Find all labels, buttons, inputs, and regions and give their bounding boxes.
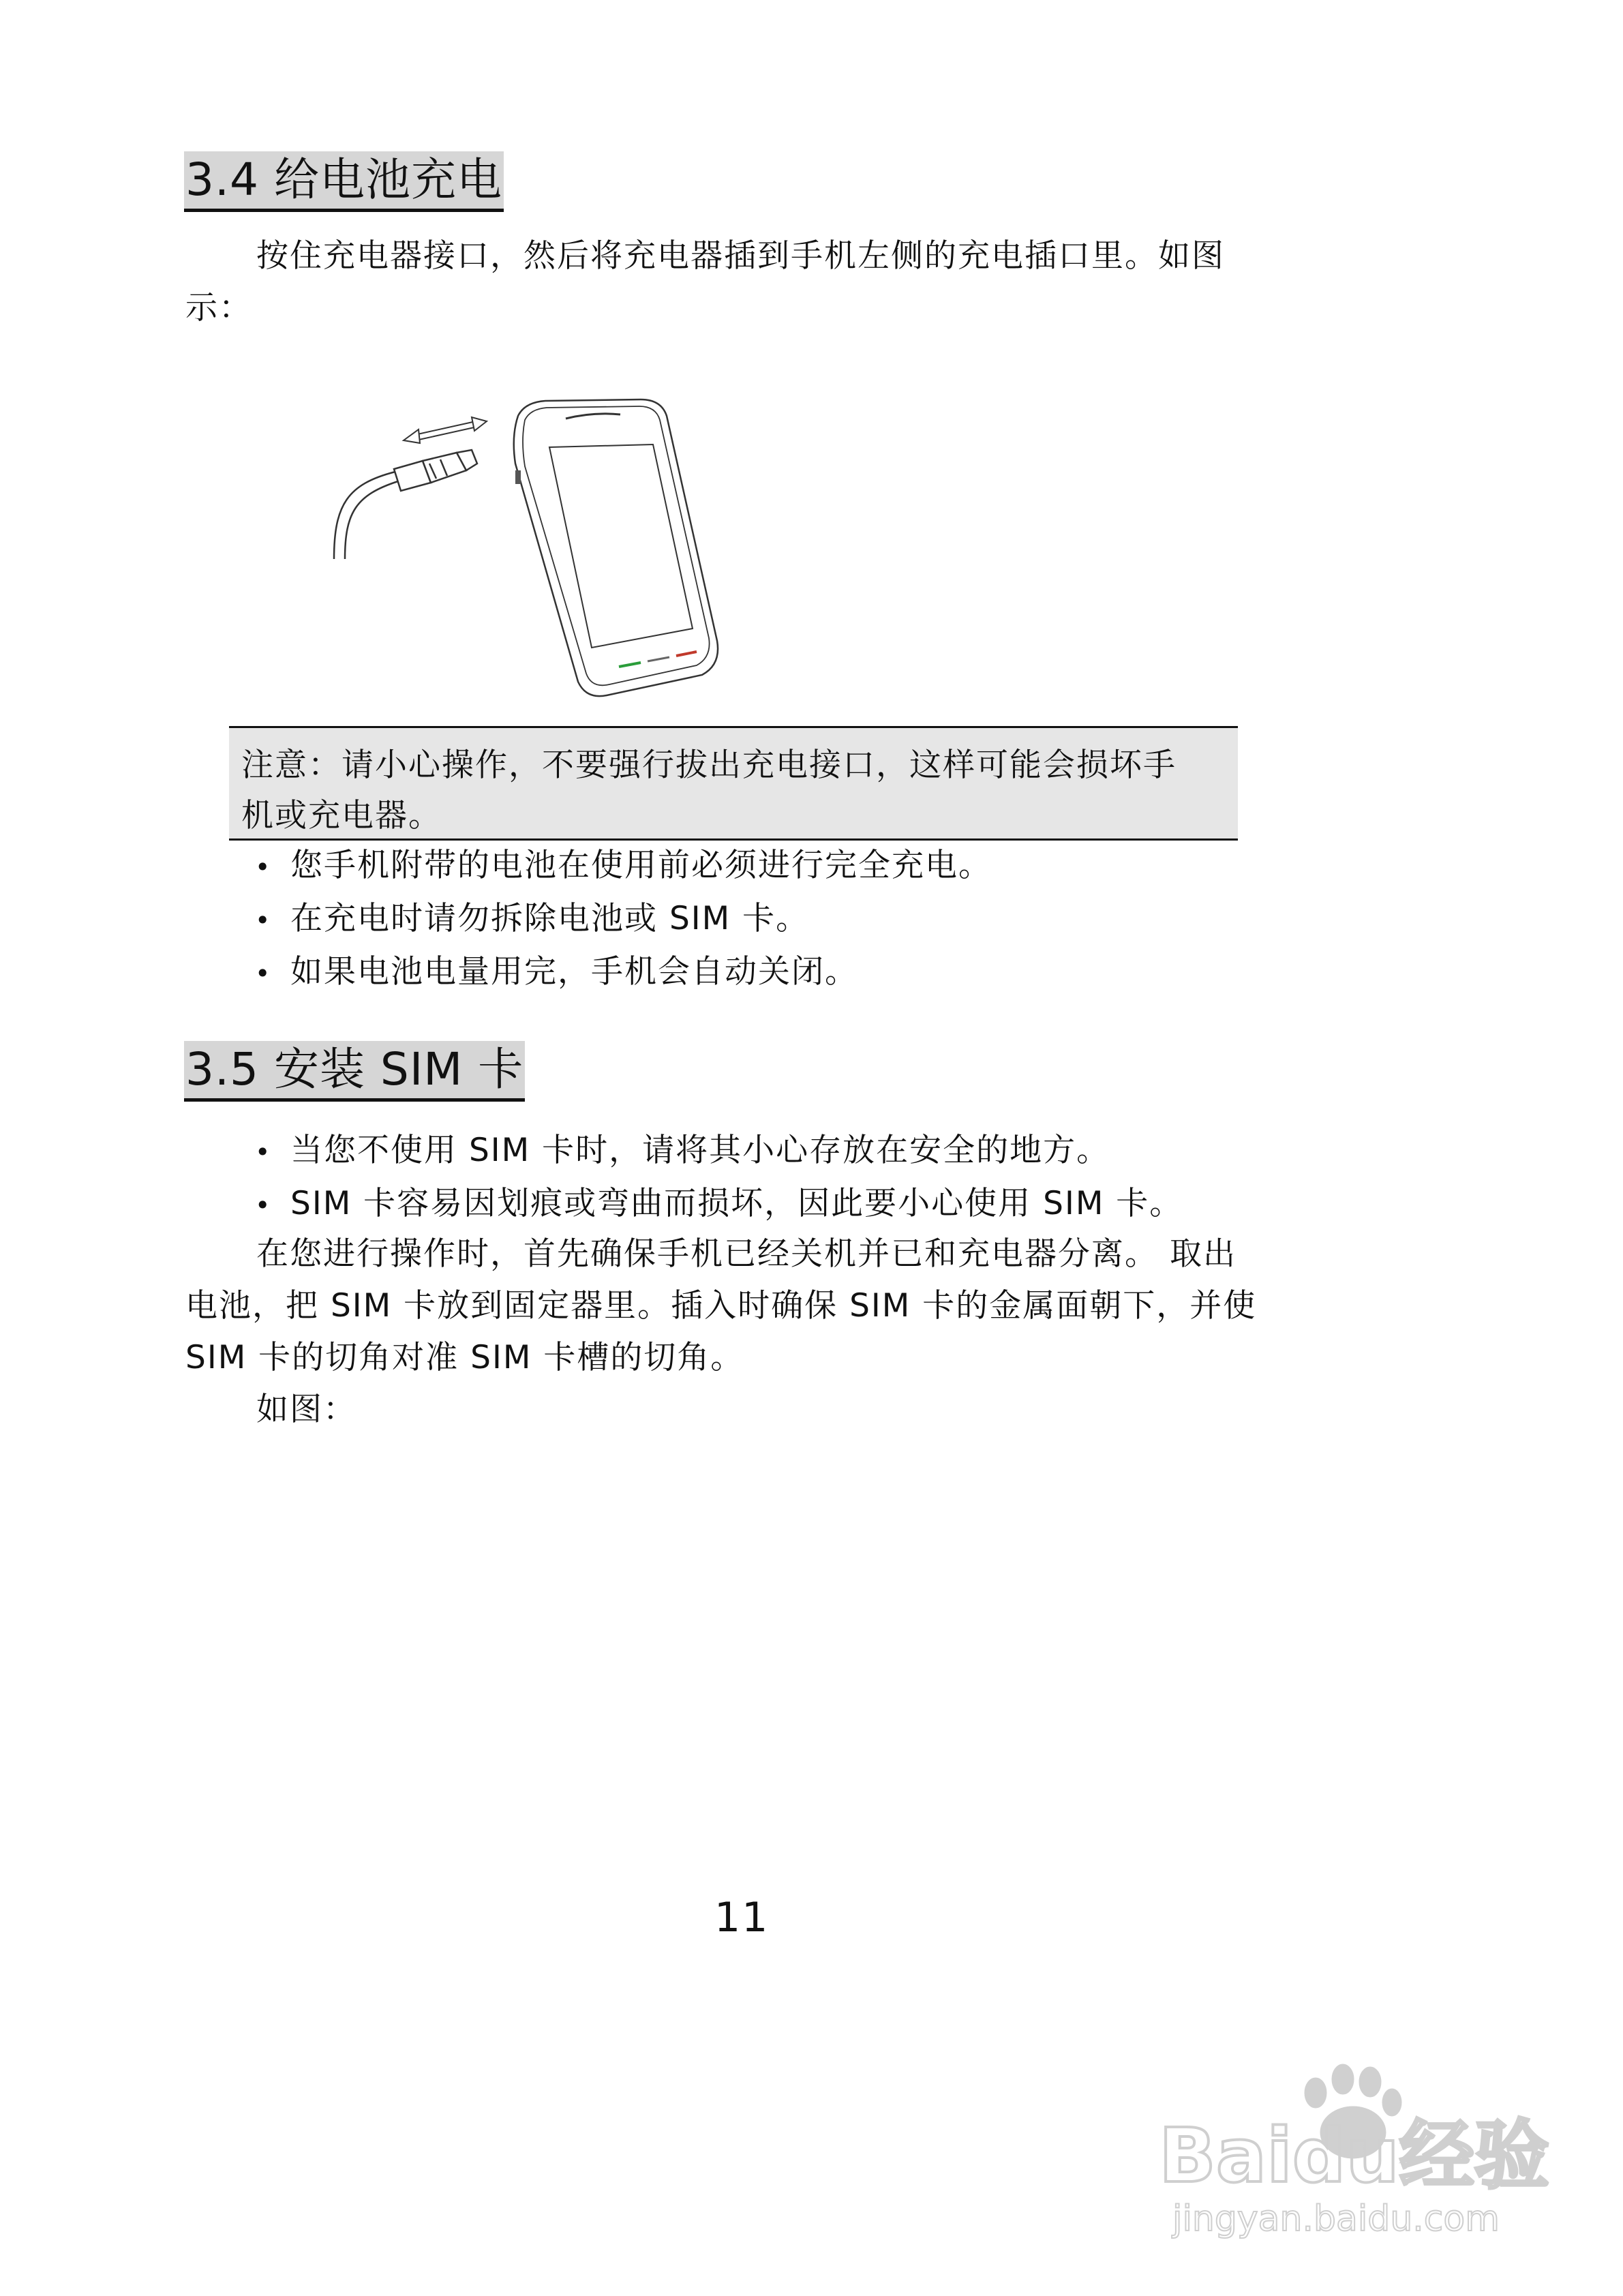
paragraph-line: SIM 卡的切角对准 SIM 卡槽的切角。 — [185, 1339, 744, 1376]
section-heading-3-5: 3.5 安装 SIM 卡 — [184, 1041, 525, 1102]
phone-charging-illustration — [320, 395, 743, 709]
bullet-icon: • — [255, 852, 272, 882]
list-item — [255, 1125, 1183, 1178]
list-item — [255, 1178, 1183, 1231]
paragraph-line: 按住充电器接口，然后将充电器插到手机左侧的充电插口里。如图 — [256, 237, 1225, 275]
list-item-text: SIM 卡容易因划痕或弯曲而损坏，因此要小心使用 SIM 卡。 — [290, 1185, 1183, 1222]
section-heading-3-4: 3.4 给电池充电 — [184, 151, 504, 212]
list-item-text: 当您不使用 SIM 卡时，请将其小心存放在安全的地方。 — [290, 1132, 1110, 1169]
section-3-4-paragraph — [185, 230, 1290, 334]
section-3-4-bullet-list — [255, 840, 992, 999]
section-3-5-paragraph — [185, 1228, 1303, 1436]
list-item — [255, 893, 992, 946]
bullet-icon: • — [255, 1137, 272, 1167]
paragraph-line: 如图： — [256, 1391, 357, 1428]
bullet-icon: • — [255, 958, 272, 988]
list-item — [255, 946, 992, 999]
bullet-icon: • — [255, 1190, 272, 1220]
baidu-jingyan-watermark-logo — [1145, 2052, 1554, 2250]
charging-port-icon — [515, 470, 521, 484]
charger-connector — [394, 450, 477, 491]
list-item-text: 在充电时请勿拆除电池或 SIM 卡。 — [290, 900, 810, 937]
caution-note — [229, 726, 1238, 841]
page-number: 11 — [714, 1894, 770, 1942]
charger-cable — [334, 472, 398, 559]
section-3-5-bullet-list — [255, 1125, 1183, 1231]
watermark-brand: Baidu经验 — [1159, 2112, 1549, 2199]
list-item — [255, 840, 992, 893]
note-line: 注意：请小心操作，不要强行拔出充电接口，这样可能会损坏手 — [241, 746, 1177, 784]
list-item-text: 您手机附带的电池在使用前必须进行完全充电。 — [290, 847, 992, 884]
note-line: 机或充电器。 — [241, 797, 442, 834]
paragraph-line: 示： — [185, 289, 252, 327]
paragraph-line: 在您进行操作时，首先确保手机已经关机并已和充电器分离。 取出 — [256, 1235, 1237, 1273]
double-arrow-icon — [404, 417, 487, 443]
bullet-icon: • — [255, 905, 272, 935]
paragraph-line: 电池，把 SIM 卡放到固定器里。插入时确保 SIM 卡的金属面朝下，并使 — [185, 1287, 1257, 1325]
list-item-text: 如果电池电量用完，手机会自动关闭。 — [290, 953, 858, 991]
watermark-url: jingyan.baidu.com — [1172, 2199, 1500, 2239]
